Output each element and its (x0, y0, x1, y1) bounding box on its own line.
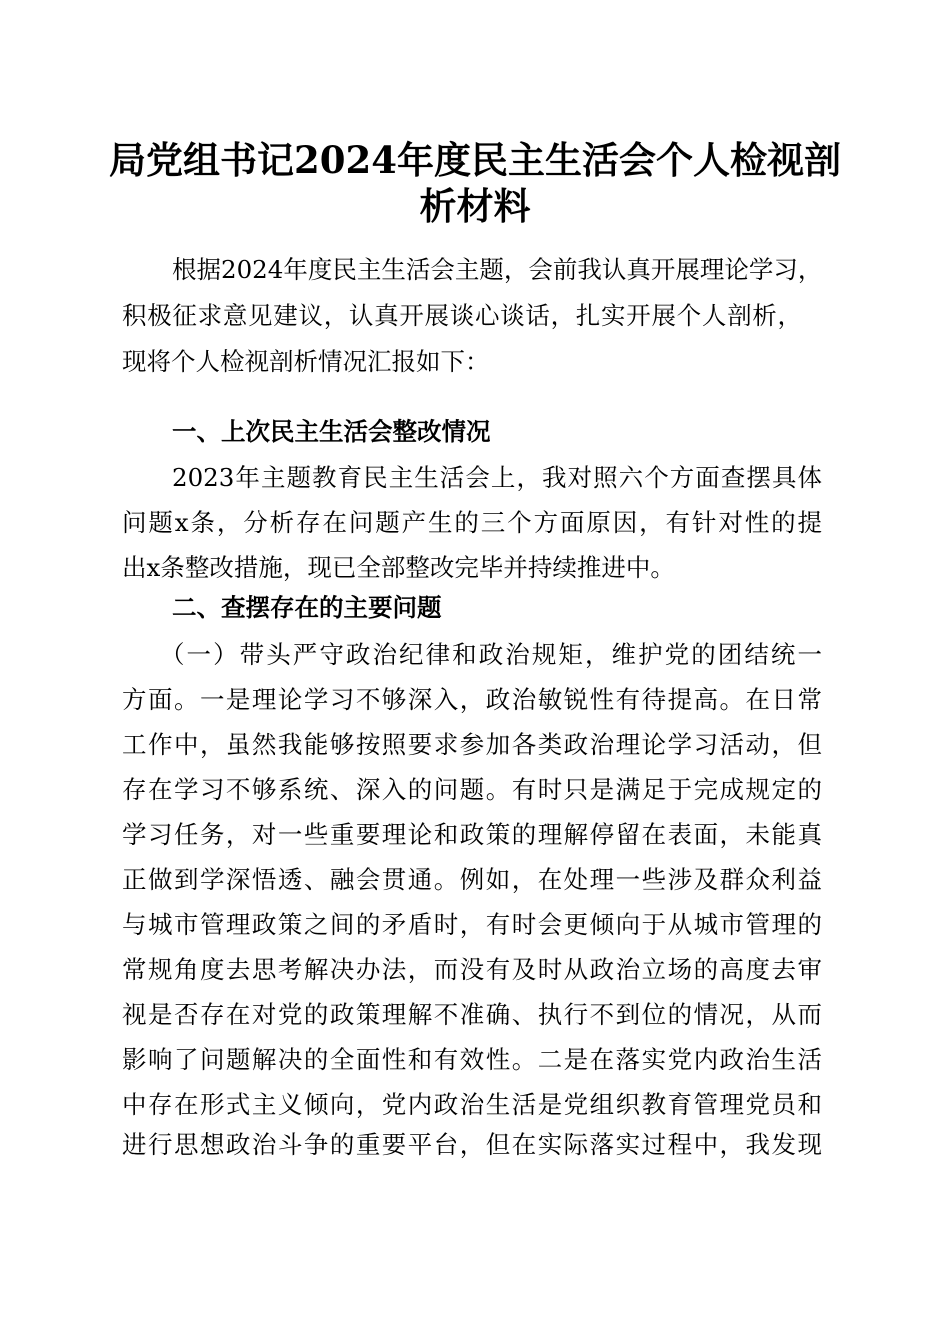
section2-line: 工作中，虽然我能够按照要求参加各类政治理论学习活动，但 (122, 730, 822, 759)
section1-line: 问题x条，分析存在问题产生的三个方面原因，有针对性的提 (122, 508, 822, 537)
document-title-line-1: 局党组书记2024年度民主生活会个人检视剖 (109, 138, 841, 182)
section-heading-1: 一、上次民主生活会整改情况 (172, 417, 491, 446)
intro-line: 根据2024年度民主生活会主题，会前我认真开展理论学习， (172, 255, 823, 284)
section2-line: 中存在形式主义倾向，党内政治生活是党组织教育管理党员和 (122, 1090, 822, 1119)
section1-line: 2023年主题教育民主生活会上，我对照六个方面查摆具体 (172, 463, 822, 492)
section2-line: （一）带头严守政治纪律和政治规矩，维护党的团结统一 (160, 640, 822, 669)
section2-line: 正做到学深悟透、融会贯通。例如，在处理一些涉及群众利益 (122, 865, 822, 894)
section2-line: 学习任务，对一些重要理论和政策的理解停留在表面，未能真 (122, 820, 822, 849)
section2-line: 进行思想政治斗争的重要平台，但在实际落实过程中，我发现 (122, 1130, 822, 1159)
section2-line: 与城市管理政策之间的矛盾时，有时会更倾向于从城市管理的 (122, 910, 822, 939)
intro-line: 现将个人检视剖析情况汇报如下： (122, 347, 490, 376)
intro-line: 积极征求意见建议，认真开展谈心谈话，扎实开展个人剖析， (122, 301, 802, 330)
section2-line: 存在学习不够系统、深入的问题。有时只是满足于完成规定的 (122, 775, 822, 804)
section1-line: 出x条整改措施，现已全部整改完毕并持续推进中。 (122, 553, 675, 582)
section2-line: 常规角度去思考解决办法，而没有及时从政治立场的高度去审 (122, 955, 822, 984)
section2-line: 影响了问题解决的全面性和有效性。二是在落实党内政治生活 (122, 1045, 822, 1074)
document-title-line-2: 析材料 (419, 184, 531, 228)
section2-line: 方面。一是理论学习不够深入，政治敏锐性有待提高。在日常 (122, 685, 822, 714)
section-heading-2: 二、查摆存在的主要问题 (172, 593, 442, 622)
section2-line: 视是否存在对党的政策理解不准确、执行不到位的情况，从而 (122, 1000, 822, 1029)
